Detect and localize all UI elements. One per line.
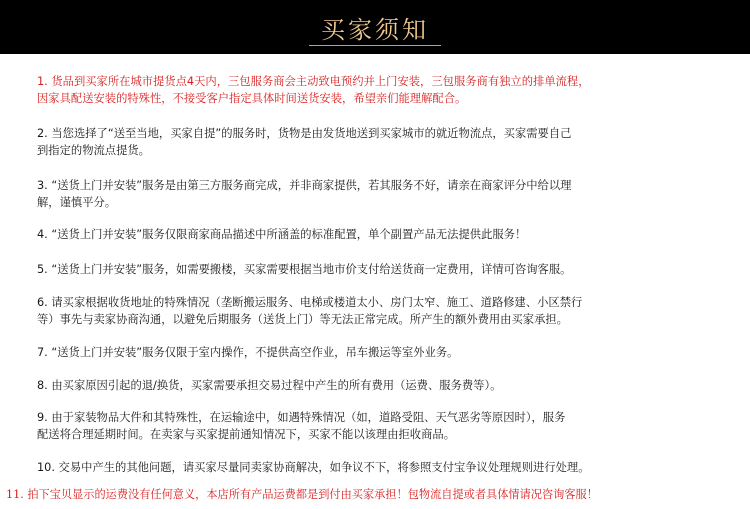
notice-item-2: 2. 当您选择了“送至当地，买家自提”的服务时，货物是由发货地送到买家城市的就近物流点，买家需要自己 到指定的物流点提货。 [37, 127, 572, 157]
page-title: 买家须知 [321, 15, 429, 44]
notice-item-3: 3. “送货上门并安装”服务是由第三方服务商完成，并非商家提供，若其服务不好，请亲在商家评分中给以理 解，谨慎平分。 [37, 179, 572, 209]
notice-item-9: 9. 由于家装物品大件和其特殊性，在运输途中，如遇特殊情况（如，道路受阻、天气恶劣等原因时），服务 配送将合理延期时间。在卖家与买家提前通知情况下，买家不能以该理由拒收商品。 [37, 411, 566, 441]
header-bar [0, 0, 750, 54]
notice-list [0, 54, 750, 509]
notice-item-4: 4. “送货上门并安装”服务仅限商家商品描述中所涵盖的标准配置，单个副置产品无法提供此服务！ [37, 228, 527, 241]
notice-item-10: 10. 交易中产生的其他问题，请买家尽量同卖家协商解决，如争议不下，将参照支付宝争议处理规则进行处理。 [37, 461, 590, 474]
notice-item-6: 6. 请买家根据收货地址的特殊情况（垄断搬运服务、电梯或楼道太小、房门太窄、施工、道路修建、小区禁行 等）事先与卖家协商沟通，以避免后期服务（送货上门）等无法正常完成。所产生的额外费用由买家承担。 [37, 296, 583, 326]
title-underline [309, 45, 441, 46]
notice-item-11-highlight: 11. 拍下宝贝显示的运费没有任何意义，本店所有产品运费都是到付由买家承担！包物流自提或者具体情请况咨询客服！ [6, 488, 598, 501]
notice-item-8: 8. 由买家原因引起的退/换货，买家需要承担交易过程中产生的所有费用（运费、服务费等）。 [37, 379, 502, 392]
notice-item-7: 7. “送货上门并安装”服务仅限于室内操作，不提供高空作业，吊车搬运等室外业务。 [37, 346, 459, 359]
notice-item-1: 1. 货品到买家所在城市提货点4天内，三包服务商会主动致电预约并上门安装，三包服务商有独立的排单流程， 因家具配送安装的特殊性，不接受客户指定具体时间送货安装，希望亲们能理解配合。 [37, 75, 590, 105]
notice-item-5: 5. “送货上门并安装”服务，如需要搬楼，买家需要根据当地市价支付给送货商一定费用，详情可咨询客服。 [37, 263, 572, 276]
